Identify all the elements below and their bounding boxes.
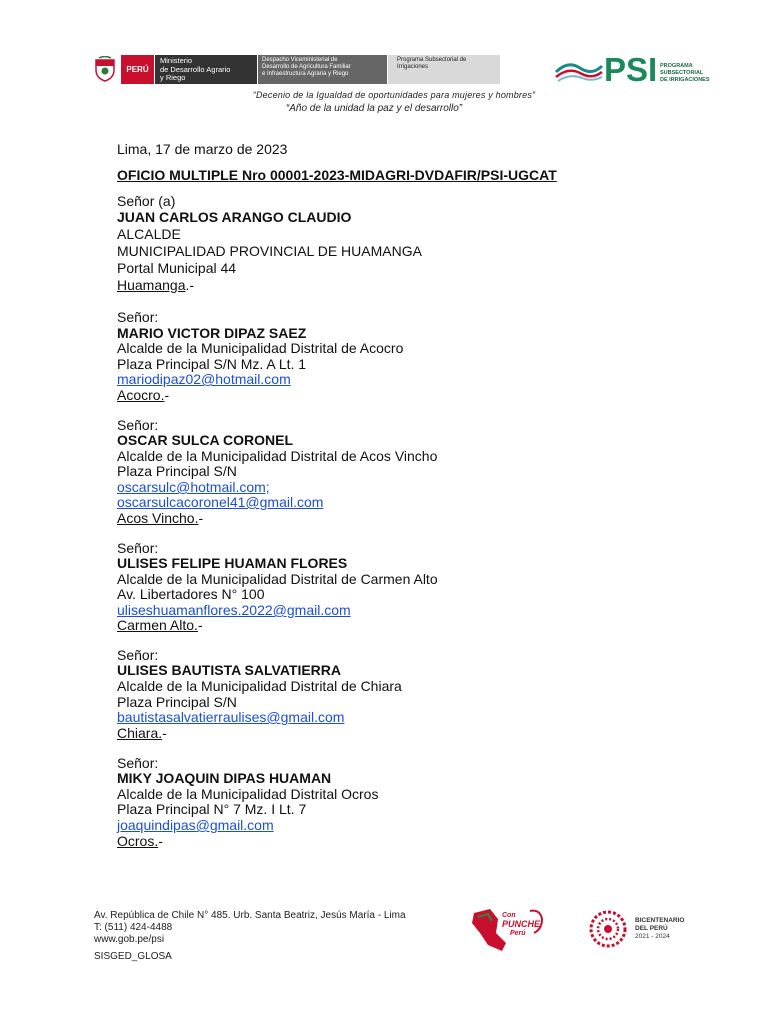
year-slogan: “Año de la unidad la paz y el desarrollo”	[285, 103, 463, 114]
peru-coat-of-arms-icon	[93, 56, 117, 82]
recipient-city-line: Huamanga.-	[117, 277, 195, 293]
recipient-address: Plaza Principal S/N Mz. A Lt. 1	[117, 356, 307, 372]
psi-logo: PSI	[604, 51, 658, 88]
recipient-email-link[interactable]: oscarsulc@hotmail.com;	[117, 479, 270, 495]
recipient-city: Carmen Alto.	[117, 617, 198, 633]
recipient-city-line: Acos Vincho.-	[117, 510, 204, 526]
recipient-salutation: Señor:	[117, 647, 159, 663]
recipient-city-line: Chiara.-	[117, 725, 167, 741]
recipient-city: Huamanga	[117, 277, 186, 293]
recipient-name: ULISES FELIPE HUAMAN FLORES	[117, 555, 348, 571]
recipient-role: Alcalde de la Municipalidad Distrital de Carmen Alto	[117, 571, 438, 587]
recipient-institution: MUNICIPALIDAD PROVINCIAL DE HUAMANGA	[117, 243, 422, 259]
recipient-city-line: Acocro.-	[117, 387, 170, 403]
recipient-city-line: Ocros.-	[117, 833, 163, 849]
recipient-salutation: Señor:	[117, 417, 159, 433]
psi-subtitle: PROGRAMA SUBSECTORIAL DE IRRIGACIONES	[660, 63, 710, 83]
recipient-city: Acocro.	[117, 387, 165, 403]
despacho-name: Despacho Viceministerial de Desarrollo de Agricultura Familiar e Infraestructura Agraria y Riego	[258, 55, 387, 84]
recipient-email-link[interactable]: joaquindipas@gmail.com	[117, 817, 274, 833]
recipient-salutation: Señor:	[117, 540, 159, 556]
recipient-address: Plaza Principal S/N	[117, 694, 237, 710]
recipient-city: Acos Vincho.	[117, 510, 199, 526]
recipient-name: OSCAR SULCA CORONEL	[117, 432, 294, 448]
recipient-address: Av. Libertadores N° 100	[117, 586, 265, 602]
recipient-role: Alcalde de la Municipalidad Distrital de Acos Vincho	[117, 448, 438, 464]
page-header	[0, 0, 768, 114]
letter-date: Lima, 17 de marzo de 2023	[117, 141, 288, 157]
recipient-city: Ocros.	[117, 833, 159, 849]
recipient-email-link[interactable]: oscarsulcacoronel41@gmail.com	[117, 494, 324, 510]
recipient-name: MIKY JOAQUIN DIPAS HUAMAN	[117, 770, 332, 786]
recipient-salutation: Señor:	[117, 309, 159, 325]
recipient-address: Portal Municipal 44	[117, 260, 237, 276]
recipient-city: Chiara.	[117, 725, 163, 741]
recipient-salutation: Señor:	[117, 755, 159, 771]
bicentenario-emblem-icon	[588, 909, 628, 949]
ministry-name: Ministerio de Desarrollo Agrario y Riego	[155, 55, 257, 84]
recipient-role: ALCALDE	[117, 226, 181, 242]
recipient-address: Plaza Principal S/N	[117, 463, 237, 479]
recipient-name: MARIO VICTOR DIPAZ SAEZ	[117, 325, 307, 341]
psi-water-waves-icon	[554, 58, 604, 84]
peru-label: PERÚ	[121, 55, 154, 84]
recipient-role: Alcalde de la Municipalidad Distrital de Chiara	[117, 678, 402, 694]
footer-tag: SISGED_GLOSA	[94, 951, 172, 962]
bicentenario-text: BICENTENARIO DEL PERÚ 2021 - 2024	[635, 917, 685, 940]
recipient-address: Plaza Principal N° 7 Mz. I Lt. 7	[117, 801, 307, 817]
punche-text: Con PUNCHE Perú	[502, 912, 541, 937]
con-punche-peru-logo	[468, 905, 548, 955]
recipient-city-line: Carmen Alto.-	[117, 617, 203, 633]
recipient-email-link[interactable]: bautistasalvatierraulises@gmail.com	[117, 709, 345, 725]
decenio-slogan: “Decenio de la Igualdad de oportunidades para mujeres y hombres”	[252, 90, 536, 100]
programa-name: Programa Subsectorial de Irrigaciones	[388, 55, 500, 84]
recipient-email-link[interactable]: mariodipaz02@hotmail.com	[117, 371, 291, 387]
footer-phone: T: (511) 424-4488	[94, 922, 173, 933]
footer-website[interactable]: www.gob.pe/psi	[94, 934, 165, 945]
recipient-role: Alcalde de la Municipalidad Distrital Ocros	[117, 786, 379, 802]
recipient-email-link[interactable]: uliseshuamanflores.2022@gmail.com	[117, 602, 351, 618]
recipient-role: Alcalde de la Municipalidad Distrital de Acocro	[117, 340, 404, 356]
recipient-salutation: Señor (a)	[117, 193, 176, 209]
recipient-name: ULISES BAUTISTA SALVATIERRA	[117, 662, 341, 678]
recipient-name: JUAN CARLOS ARANGO CLAUDIO	[117, 209, 352, 225]
footer-address: Av. República de Chile N° 485. Urb. Santa Beatriz, Jesús María - Lima	[94, 910, 406, 921]
letter-reference: OFICIO MULTIPLE Nro 00001-2023-MIDAGRI-DVDAFIR/PSI-UGCAT	[117, 167, 557, 183]
